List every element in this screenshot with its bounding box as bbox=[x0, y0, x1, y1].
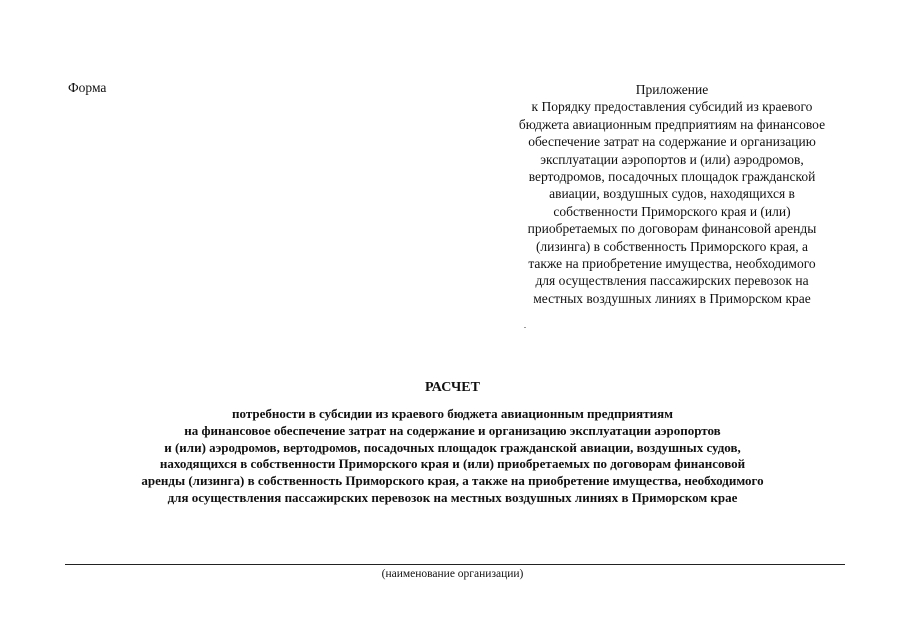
document-subtitle bbox=[0, 406, 905, 507]
document-title: РАСЧЕТ bbox=[425, 380, 480, 395]
appendix-line: также на приобретение имущества, необходимого bbox=[528, 256, 816, 272]
appendix-block bbox=[486, 81, 858, 307]
appendix-line: бюджета авиационным предприятиям на финансовое bbox=[518, 116, 826, 132]
appendix-line: авиации, воздушных судов, находящихся в bbox=[549, 186, 795, 202]
form-label: Форма bbox=[68, 80, 107, 95]
appendix-line: вертодромов, посадочных площадок гражданской bbox=[528, 169, 816, 185]
appendix-line: (лизинга) в собственность Приморского края, а bbox=[535, 238, 809, 254]
appendix-line: к Порядку предоставления субсидий из краевого bbox=[531, 99, 813, 115]
scan-speck bbox=[524, 327, 526, 328]
subtitle-line: находящихся в собственности Приморского края и (или) приобретаемых по договорам финансовой bbox=[159, 456, 746, 472]
subtitle-line: потребности в субсидии из краевого бюджета авиационным предприятиям bbox=[232, 406, 673, 421]
appendix-line: местных воздушных линиях в Приморском крае bbox=[533, 290, 811, 306]
appendix-line: эксплуатации аэропортов и (или) аэродромов, bbox=[540, 151, 804, 167]
appendix-line: обеспечение затрат на содержание и организацию bbox=[528, 134, 816, 150]
subtitle-line: и (или) аэродромов, вертодромов, посадочных площадок гражданской авиации, воздушных судов, bbox=[164, 439, 741, 455]
subtitle-line: на финансовое обеспечение затрат на содержание и организацию эксплуатации аэропортов bbox=[184, 422, 721, 438]
organization-caption: (наименование организации) bbox=[381, 568, 524, 580]
appendix-line: приобретаемых по договорам финансовой аренды bbox=[527, 221, 817, 237]
appendix-line: для осуществления пассажирских перевозок на bbox=[535, 273, 809, 289]
subtitle-line: аренды (лизинга) в собственность Приморского края, а также на приобретение имущества, необходимого bbox=[141, 473, 764, 489]
appendix-line: собственности Приморского края и (или) bbox=[553, 203, 791, 219]
subtitle-line: для осуществления пассажирских перевозок на местных воздушных линиях в Приморском крае bbox=[167, 489, 738, 505]
organization-name-line bbox=[65, 564, 845, 565]
appendix-heading: Приложение bbox=[635, 82, 709, 97]
